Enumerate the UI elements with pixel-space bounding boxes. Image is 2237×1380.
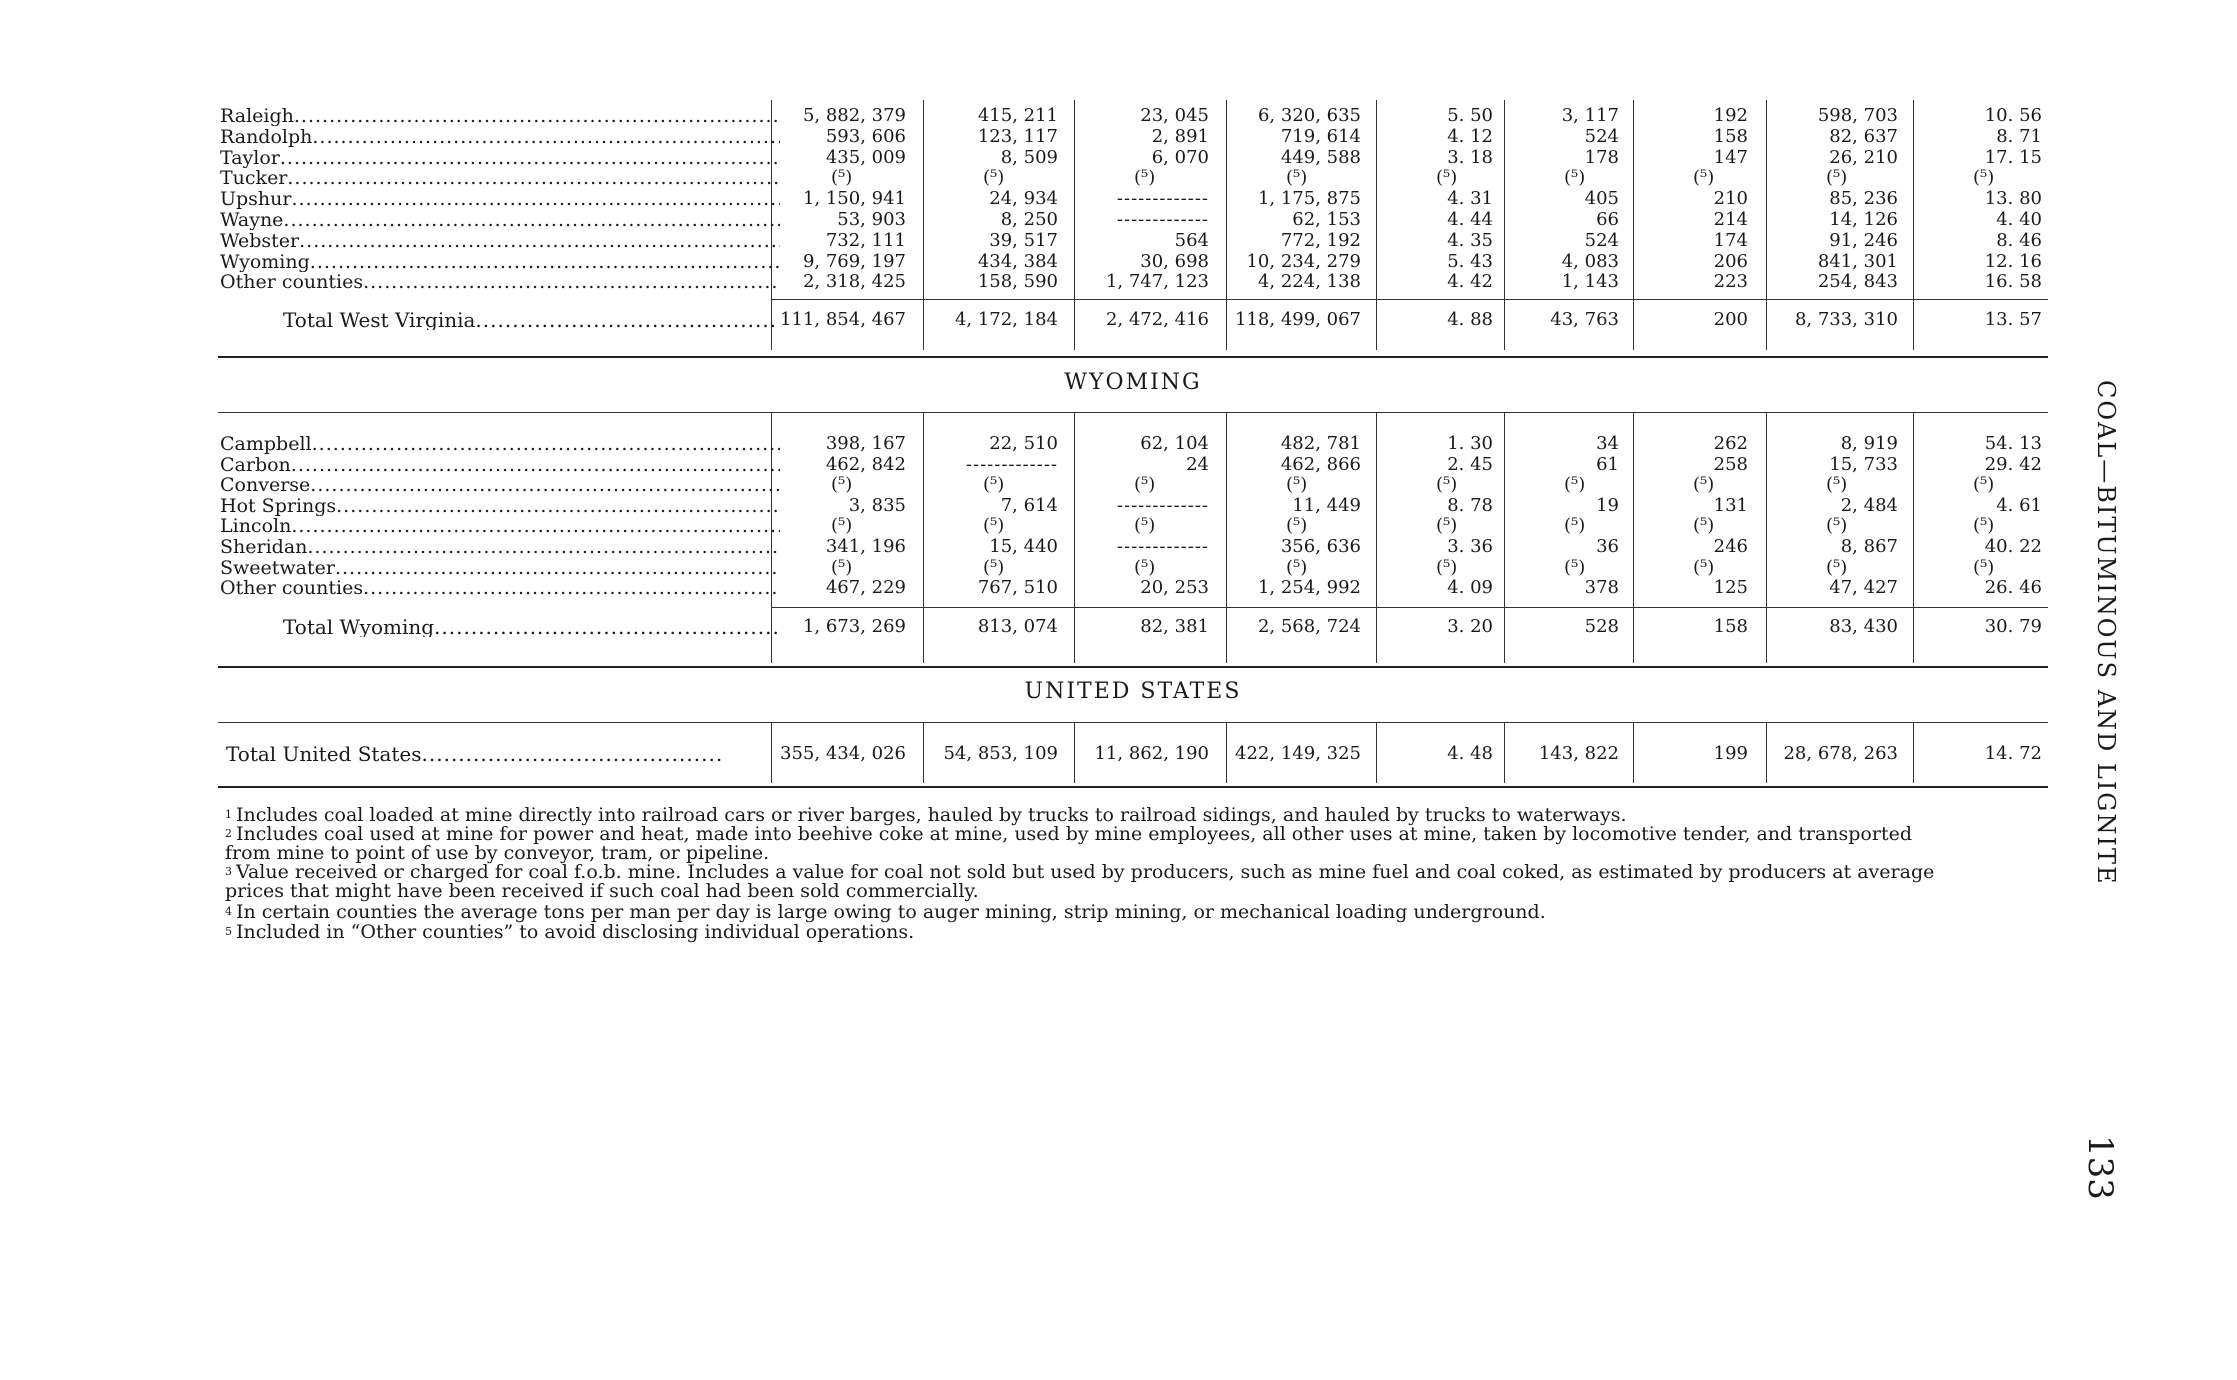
table-cell: 30, 698 xyxy=(1140,250,1209,272)
total-cell: 143, 822 xyxy=(1538,743,1619,764)
footnote-marker: 2 xyxy=(225,827,232,840)
table-cell: (⁵) xyxy=(831,167,853,189)
table-cell: 158 xyxy=(1713,125,1748,147)
total-cell: 11, 862, 190 xyxy=(1094,743,1209,764)
total-rule xyxy=(771,299,2048,300)
table-cell: 2. 45 xyxy=(1447,453,1493,475)
table-cell: 564 xyxy=(1174,229,1209,251)
table-cell: (⁵) xyxy=(1286,167,1308,189)
table-cell: 434, 384 xyxy=(977,250,1058,272)
table-cell: 8, 509 xyxy=(1000,146,1058,168)
table-cell: 11, 449 xyxy=(1292,494,1361,516)
table-cell: 449, 588 xyxy=(1280,146,1361,168)
table-cell: (⁵) xyxy=(831,515,853,537)
table-cell: (⁵) xyxy=(983,556,1005,578)
table-cell: 732, 111 xyxy=(825,229,906,251)
table-cell: 61 xyxy=(1596,453,1619,475)
county-name: Webster ..... xyxy=(220,231,780,251)
total-cell: 355, 434, 026 xyxy=(780,743,906,764)
table-cell: (⁵) xyxy=(1826,556,1848,578)
footnote-marker: 3 xyxy=(225,865,232,878)
table-cell: (⁵) xyxy=(1973,167,1995,189)
table-cell: 15, 440 xyxy=(989,536,1058,557)
total-cell: 118, 499, 067 xyxy=(1235,309,1361,330)
table-cell: 415, 211 xyxy=(977,105,1058,126)
table-cell: 2, 484 xyxy=(1840,494,1898,516)
table-cell: 10, 234, 279 xyxy=(1246,250,1361,272)
table-cell: 62, 153 xyxy=(1292,209,1361,230)
table-cell: ------------- xyxy=(1116,494,1209,516)
county-name: Tucker ..... xyxy=(220,168,780,188)
wyoming-section xyxy=(218,413,2048,663)
united-states-section xyxy=(218,723,2048,783)
total-cell: 2, 568, 724 xyxy=(1257,616,1361,637)
county-name: Sheridan ..... xyxy=(220,537,780,557)
table-cell: (⁵) xyxy=(1436,167,1458,189)
table-cell: 8, 919 xyxy=(1840,433,1898,454)
table-cell: 524 xyxy=(1584,125,1619,147)
table-cell: 4. 31 xyxy=(1447,188,1493,210)
table-cell: 8, 250 xyxy=(1000,209,1058,230)
total-cell: 83, 430 xyxy=(1829,616,1898,637)
total-cell: 3. 20 xyxy=(1447,616,1493,637)
total-label: Total Wyoming ..... xyxy=(283,617,778,637)
table-cell: 29. 42 xyxy=(1984,453,2042,475)
table-row xyxy=(218,168,2048,188)
table-cell: 482, 781 xyxy=(1280,433,1361,454)
table-cell: 10. 56 xyxy=(1984,105,2042,126)
footnote-text: prices that might have been received if such coal had been sold commercially. xyxy=(225,880,979,902)
table-cell: 15, 733 xyxy=(1829,453,1898,475)
total-cell: 8, 733, 310 xyxy=(1794,309,1898,330)
table-row xyxy=(218,455,2048,475)
table-cell: 210 xyxy=(1713,188,1748,210)
table-cell: 435, 009 xyxy=(825,146,906,168)
table-cell: 54. 13 xyxy=(1984,433,2042,454)
table-cell: 8, 867 xyxy=(1840,536,1898,557)
footnote-text: Includes coal used at mine for power and heat, made into beehive coke at mine, used by mine employees, all other uses at mine, taken by locomotive tender, and transported xyxy=(236,823,1912,845)
table-cell: (⁵) xyxy=(1134,167,1156,189)
footnote xyxy=(225,922,2055,942)
table-cell: 125 xyxy=(1713,577,1748,599)
table-cell: 1, 747, 123 xyxy=(1105,271,1209,293)
total-cell: 82, 381 xyxy=(1140,616,1209,637)
table-cell: (⁵) xyxy=(1693,474,1715,496)
table-cell: 3, 835 xyxy=(848,494,906,516)
county-name: Campbell ..... xyxy=(220,434,780,454)
table-cell: (⁵) xyxy=(1286,556,1308,578)
table-cell: 598, 703 xyxy=(1817,105,1898,126)
table-cell: 123, 117 xyxy=(977,125,1058,147)
table-cell: (⁵) xyxy=(983,474,1005,496)
table-cell: 4. 44 xyxy=(1447,209,1493,230)
table-cell: (⁵) xyxy=(831,474,853,496)
total-cell: 13. 57 xyxy=(1984,309,2042,330)
table-cell: 8. 78 xyxy=(1447,494,1493,516)
table-cell: 223 xyxy=(1713,271,1748,293)
table-cell: (⁵) xyxy=(1134,474,1156,496)
table-cell: (⁵) xyxy=(1826,167,1848,189)
total-row xyxy=(218,744,2048,764)
table-cell: 17. 15 xyxy=(1984,146,2042,168)
table-cell: 22, 510 xyxy=(989,433,1058,454)
table-cell: 4. 35 xyxy=(1447,229,1493,251)
page-number: 133 xyxy=(2080,1135,2120,1200)
county-name: Carbon ..... xyxy=(220,455,780,475)
total-row xyxy=(218,617,2048,637)
table-cell: 467, 229 xyxy=(825,577,906,599)
footnote-text: from mine to point of use by conveyor, tram, or pipeline. xyxy=(225,842,770,864)
table-row xyxy=(218,148,2048,168)
table-cell: 254, 843 xyxy=(1817,271,1898,293)
table-cell: 24, 934 xyxy=(989,188,1058,210)
table-cell: 356, 636 xyxy=(1280,536,1361,557)
table-cell: ------------- xyxy=(1116,536,1209,557)
wyoming-heading: WYOMING xyxy=(1064,370,1202,395)
table-cell: 158, 590 xyxy=(977,271,1058,293)
table-cell: 4, 083 xyxy=(1561,250,1619,272)
table-cell: 1, 175, 875 xyxy=(1257,188,1361,210)
table-cell: (⁵) xyxy=(1564,474,1586,496)
total-cell: 43, 763 xyxy=(1550,309,1619,330)
table-cell: 1, 254, 992 xyxy=(1257,577,1361,599)
table-cell: 26. 46 xyxy=(1984,577,2042,599)
county-name: Sweetwater ..... xyxy=(220,558,780,578)
footnote-marker: 4 xyxy=(225,905,232,918)
total-row xyxy=(218,310,2048,330)
table-cell: 3. 36 xyxy=(1447,536,1493,557)
table-cell: 524 xyxy=(1584,229,1619,251)
table-cell: 6, 320, 635 xyxy=(1257,105,1361,126)
total-cell: 813, 074 xyxy=(977,616,1058,637)
table-cell: 39, 517 xyxy=(989,229,1058,251)
table-cell: ------------- xyxy=(1116,209,1209,230)
county-name: Upshur ..... xyxy=(220,189,780,209)
table-row xyxy=(218,578,2048,598)
table-cell: (⁵) xyxy=(1134,556,1156,578)
county-name: Raleigh ..... xyxy=(220,106,780,126)
footnote-text: Included in “Other counties” to avoid disclosing individual operations. xyxy=(236,921,915,943)
table-cell: (⁵) xyxy=(1973,515,1995,537)
table-cell: 174 xyxy=(1713,229,1748,251)
footnote xyxy=(225,824,2055,844)
running-head: COAL—BITUMINOUS AND LIGNITE xyxy=(2092,380,2120,886)
table-cell: 6, 070 xyxy=(1151,146,1209,168)
table-cell: 53, 903 xyxy=(837,209,906,230)
footnote xyxy=(225,902,2055,922)
total-cell: 111, 854, 467 xyxy=(780,309,906,330)
table-cell: 40. 22 xyxy=(1984,536,2042,557)
footnote xyxy=(225,805,2055,825)
table-cell: 378 xyxy=(1584,577,1619,599)
table-cell: 841, 301 xyxy=(1817,250,1898,272)
table-cell: 4. 09 xyxy=(1447,577,1493,599)
county-name: Hot Springs ..... xyxy=(220,496,780,516)
table-cell: 91, 246 xyxy=(1829,229,1898,251)
county-name: Converse ..... xyxy=(220,475,780,495)
table-cell: 178 xyxy=(1584,146,1619,168)
total-rule xyxy=(771,607,2048,608)
table-cell: 12. 16 xyxy=(1984,250,2042,272)
table-cell: (⁵) xyxy=(1693,167,1715,189)
table-cell: (⁵) xyxy=(1564,167,1586,189)
table-cell: 593, 606 xyxy=(825,125,906,147)
table-cell: (⁵) xyxy=(1286,515,1308,537)
table-cell: (⁵) xyxy=(1564,515,1586,537)
table-cell: (⁵) xyxy=(1826,515,1848,537)
table-cell: 462, 842 xyxy=(825,453,906,475)
county-name: Other counties ..... xyxy=(220,272,780,292)
table-cell: 1, 150, 941 xyxy=(802,188,906,210)
table-row xyxy=(218,537,2048,557)
total-cell: 158 xyxy=(1713,616,1748,637)
table-cell: 341, 196 xyxy=(825,536,906,557)
table-cell: 1. 30 xyxy=(1447,433,1493,454)
total-cell: 54, 853, 109 xyxy=(943,743,1058,764)
table-cell: (⁵) xyxy=(1436,515,1458,537)
table-row xyxy=(218,434,2048,454)
footnote-text: Value received or charged for coal f.o.b. mine. Includes a value for coal not sold but used by producers, such as mine fuel and coal coked, as estimated by producers at average xyxy=(236,861,1935,883)
total-cell: 4, 172, 184 xyxy=(954,309,1058,330)
table-row xyxy=(218,516,2048,536)
total-cell: 30. 79 xyxy=(1984,616,2042,637)
footnote xyxy=(225,862,2055,882)
table-cell: 3. 18 xyxy=(1447,146,1493,168)
table-cell: 2, 318, 425 xyxy=(802,271,906,293)
table-cell: 5. 50 xyxy=(1447,105,1493,126)
table-row xyxy=(218,127,2048,147)
table-cell: 246 xyxy=(1713,536,1748,557)
table-cell: (⁵) xyxy=(1286,474,1308,496)
footnote xyxy=(225,882,2055,901)
table-cell: 85, 236 xyxy=(1829,188,1898,210)
table-cell: 14, 126 xyxy=(1829,209,1898,230)
table-cell: (⁵) xyxy=(1436,474,1458,496)
table-cell: 772, 192 xyxy=(1280,229,1361,251)
footnote-marker: 1 xyxy=(225,808,232,821)
county-name: Taylor ..... xyxy=(220,148,780,168)
total-cell: 422, 149, 325 xyxy=(1235,743,1361,764)
table-cell: ------------- xyxy=(1116,188,1209,210)
table-cell: (⁵) xyxy=(1564,556,1586,578)
table-row xyxy=(218,210,2048,230)
table-cell: 2, 891 xyxy=(1151,125,1209,147)
table-cell: 4. 42 xyxy=(1447,271,1493,293)
table-cell: 19 xyxy=(1596,494,1619,516)
table-cell: 4. 12 xyxy=(1447,125,1493,147)
footnote-text: In certain counties the average tons per man per day is large owing to auger mining, strip mining, or mechanical loading underground. xyxy=(236,901,1546,923)
county-name: Wyoming ..... xyxy=(220,252,780,272)
table-row xyxy=(218,106,2048,126)
table-cell: 3, 117 xyxy=(1561,105,1619,126)
table-cell: 26, 210 xyxy=(1829,146,1898,168)
table-cell: 9, 769, 197 xyxy=(802,250,906,272)
table-cell: 258 xyxy=(1713,453,1748,475)
total-cell: 2, 472, 416 xyxy=(1105,309,1209,330)
table-row xyxy=(218,558,2048,578)
table-cell: 1, 143 xyxy=(1561,271,1619,293)
table-cell: 262 xyxy=(1713,433,1748,454)
table-row xyxy=(218,272,2048,292)
table-cell: (⁵) xyxy=(983,167,1005,189)
table-cell: 4. 61 xyxy=(1996,494,2042,516)
table-cell: 36 xyxy=(1596,536,1619,557)
section-rule xyxy=(218,666,2048,668)
table-cell: (⁵) xyxy=(1973,556,1995,578)
west-virginia-section xyxy=(218,100,2048,350)
table-cell: 4, 224, 138 xyxy=(1257,271,1361,293)
table-row xyxy=(218,496,2048,516)
total-cell: 4. 88 xyxy=(1447,309,1493,330)
table-cell: 16. 58 xyxy=(1984,271,2042,293)
table-row xyxy=(218,189,2048,209)
county-name: Randolph ..... xyxy=(220,127,780,147)
table-cell: (⁵) xyxy=(1826,474,1848,496)
table-cell: 398, 167 xyxy=(825,433,906,454)
county-name: Lincoln ..... xyxy=(220,516,780,536)
total-cell: 28, 678, 263 xyxy=(1783,743,1898,764)
table-cell: 767, 510 xyxy=(977,577,1058,599)
table-cell: (⁵) xyxy=(1693,556,1715,578)
table-cell: 5. 43 xyxy=(1447,250,1493,272)
table-cell: 23, 045 xyxy=(1140,105,1209,126)
total-label: Total United States ..... xyxy=(226,744,721,764)
county-name: Wayne ..... xyxy=(220,210,780,230)
footnote-marker: 5 xyxy=(225,925,232,938)
table-cell: 147 xyxy=(1713,146,1748,168)
table-cell: 462, 866 xyxy=(1280,453,1361,475)
table-cell: 47, 427 xyxy=(1829,577,1898,599)
county-name: Other counties ..... xyxy=(220,578,780,598)
table-cell: 13. 80 xyxy=(1984,188,2042,210)
total-cell: 1, 673, 269 xyxy=(802,616,906,637)
total-cell: 199 xyxy=(1713,743,1748,764)
united-states-heading: UNITED STATES xyxy=(1024,679,1242,704)
table-cell: (⁵) xyxy=(831,556,853,578)
table-row xyxy=(218,475,2048,495)
table-cell: 7, 614 xyxy=(1000,494,1058,516)
table-cell: 8. 46 xyxy=(1996,229,2042,251)
table-bottom-rule xyxy=(218,786,2048,788)
table-cell: 131 xyxy=(1713,494,1748,516)
table-cell: (⁵) xyxy=(1134,515,1156,537)
table-cell: 192 xyxy=(1713,105,1748,126)
table-cell: 34 xyxy=(1596,433,1619,454)
table-cell: ------------- xyxy=(965,453,1058,475)
total-cell: 14. 72 xyxy=(1984,743,2042,764)
table-cell: 24 xyxy=(1186,453,1209,475)
section-rule xyxy=(218,356,2048,358)
table-cell: 405 xyxy=(1584,188,1619,210)
table-cell: 5, 882, 379 xyxy=(802,105,906,126)
table-cell: (⁵) xyxy=(1436,556,1458,578)
table-cell: (⁵) xyxy=(983,515,1005,537)
table-cell: 214 xyxy=(1713,209,1748,230)
total-cell: 4. 48 xyxy=(1447,743,1493,764)
table-cell: 66 xyxy=(1596,209,1619,230)
table-cell: 20, 253 xyxy=(1140,577,1209,599)
table-cell: 8. 71 xyxy=(1996,125,2042,147)
total-cell: 200 xyxy=(1713,309,1748,330)
table-cell: (⁵) xyxy=(1693,515,1715,537)
table-cell: 62, 104 xyxy=(1140,433,1209,454)
table-row xyxy=(218,231,2048,251)
table-cell: 206 xyxy=(1713,250,1748,272)
total-label: Total West Virginia ..... xyxy=(283,310,778,330)
total-cell: 528 xyxy=(1584,616,1619,637)
table-cell: 719, 614 xyxy=(1280,125,1361,147)
table-row xyxy=(218,252,2048,272)
table-cell: 82, 637 xyxy=(1829,125,1898,147)
footnote-text: Includes coal loaded at mine directly into railroad cars or river barges, hauled by trucks to railroad sidings, and hauled by trucks to waterways. xyxy=(236,804,1627,826)
table-cell: 4. 40 xyxy=(1996,209,2042,230)
table-cell: (⁵) xyxy=(1973,474,1995,496)
